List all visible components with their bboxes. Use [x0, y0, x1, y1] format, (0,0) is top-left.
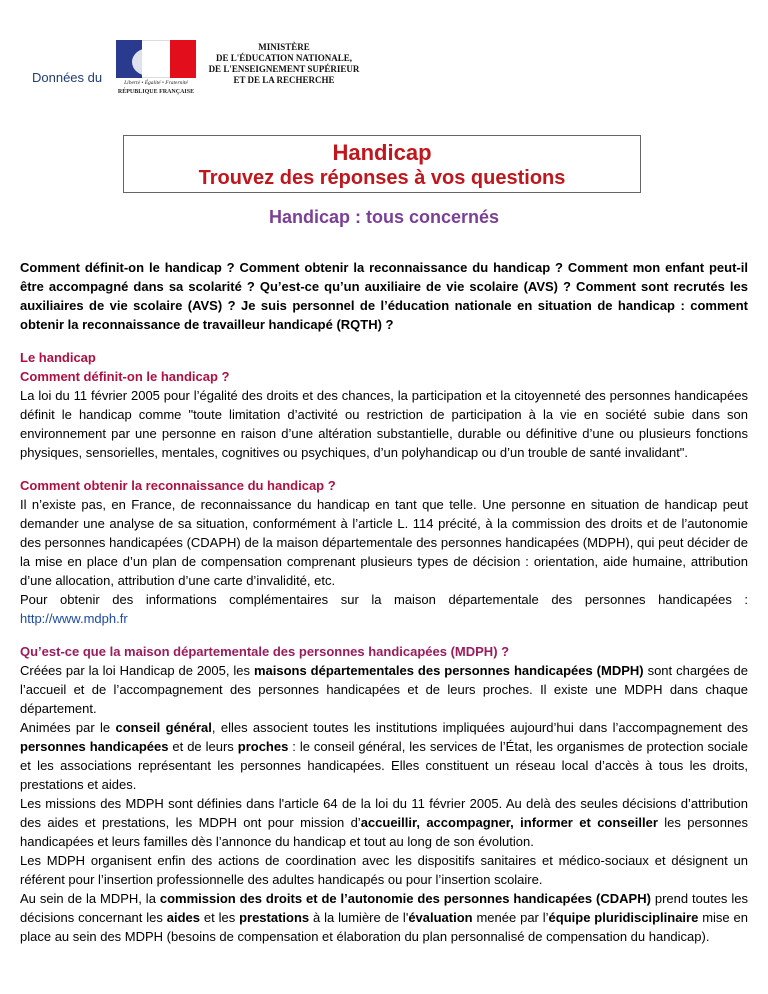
title-box — [123, 135, 641, 193]
republique-text: RÉPUBLIQUE FRANÇAISE — [117, 89, 195, 95]
document-body — [20, 258, 748, 946]
mdph-link[interactable]: http://www.mdph.fr — [20, 611, 128, 626]
question-heading: Comment obtenir la reconnaissance du handicap ? — [20, 478, 336, 493]
ministry-logo — [106, 30, 368, 98]
question-heading: Qu’est-ce que la maison départementale des personnes handicapées (MDPH) ? — [20, 644, 510, 659]
paragraph: Au sein de la MDPH, la commission des droits et de l’autonomie des personnes handicapées (CDAPH) prend toutes les décisions concernant les aides et les prestations à la lumière de l'évaluation menée par l’équipe pluridisciplinaire mise en place au sein des MDPH (besoins de compensation et élaboration du plan personnalisé de compensation du handicap). — [20, 891, 748, 944]
ministry-name: MINISTÈRE DE L'ÉDUCATION NATIONALE, DE L'ENSEIGNEMENT SUPÉRIEUR ET DE LA RECHERCHE — [208, 42, 360, 85]
page-title: Handicap — [332, 140, 432, 165]
paragraph: La loi du 11 février 2005 pour l’égalité des droits et des chances, la participation et la citoyenneté des personnes handicapées définit le handicap comme "toute limitation d’activité ou restriction de participation à la vie en société subie dans son environnement par une personne en raison d’une altération substantielle, durable ou définitive d’une ou plusieurs fonctions physiques, sensorielles, mentales, cognitives ou psychiques, d’un polyhandicap ou d’un trouble de santé invalidant". — [20, 388, 748, 460]
page-subtitle: Trouvez des réponses à vos questions — [198, 167, 566, 189]
paragraph: Les missions des MDPH sont définies dans l'article 64 de la loi du 11 février 2005. Au delà des seules décisions d’attribution des aides et prestations, les MDPH ont pour mission d’accueillir, accompagner, informer et conseiller les personnes handicapées et leurs familles dès l’annonce du handicap et tout au long de son évolution. — [20, 796, 748, 849]
section-label: Le handicap — [20, 350, 96, 365]
devise-text: Liberté • Égalité • Fraternité — [124, 80, 188, 86]
paragraph: Créées par la loi Handicap de 2005, les maisons départementales des personnes handicapées (MDPH) sont chargées de l’accueil et de l’accompagnement des personnes handicapées et de leurs proches. Il existe une MDPH dans chaque département. — [20, 663, 748, 716]
source-label: Données du — [32, 70, 103, 85]
paragraph: Les MDPH organisent enfin des actions de coordination avec les dispositifs sanitaires et médico-sociaux et désignent un référent pour l’insertion professionnelle des adultes handicapés ou pour l’insertion scolaire. — [20, 853, 748, 887]
question-heading: Comment définit-on le handicap ? — [20, 369, 230, 384]
intro-paragraph: Comment définit-on le handicap ? Comment obtenir la reconnaissance du handicap ? Comment mon enfant peut-il être accompagné dans sa scolarité ? Qu’est-ce qu’un auxiliaire de vie scolaire (AVS) ? Comment sont recrutés les auxiliaires de vie scolaire (AVS) ? Je suis personnel de l’éducation nationale en situation de handicap : comment obtenir la reconnaissance de travailleur handicapé (RQTH) ? — [20, 260, 748, 332]
paragraph: Il n’existe pas, en France, de reconnaissance du handicap en tant que telle. Une personne en situation de handicap peut demander une analyse de sa situation, conformément à l’article L. 114 précité, à la commission des droits et de l’autonomie des personnes handicapées (CDAPH) de la maison départementale des personnes handicapées (MDPH), qui peut décider de la mise en place d’un plan de compensation comprenant plusieurs types de décision : orientation, aide humaine, attribution d’une allocation, attribution d’une carte d’invalidité, etc. — [20, 497, 748, 588]
paragraph: Animées par le conseil général, elles associent toutes les institutions impliquées aujourd’hui dans l’accompagnement des personnes handicapées et de leurs proches : le conseil général, les services de l’État, les organismes de protection sociale et les associations représentant les personnes handicapées. Elles constituent un réseau local d’accès à tous les droits, prestations et aides. — [20, 720, 748, 792]
marianne-logo-icon — [116, 40, 196, 98]
section-heading: Handicap : tous concernés — [268, 207, 500, 227]
paragraph: Pour obtenir des informations complémentaires sur la maison départementale des personnes handicapées : http://www.mdph.fr — [20, 592, 748, 626]
